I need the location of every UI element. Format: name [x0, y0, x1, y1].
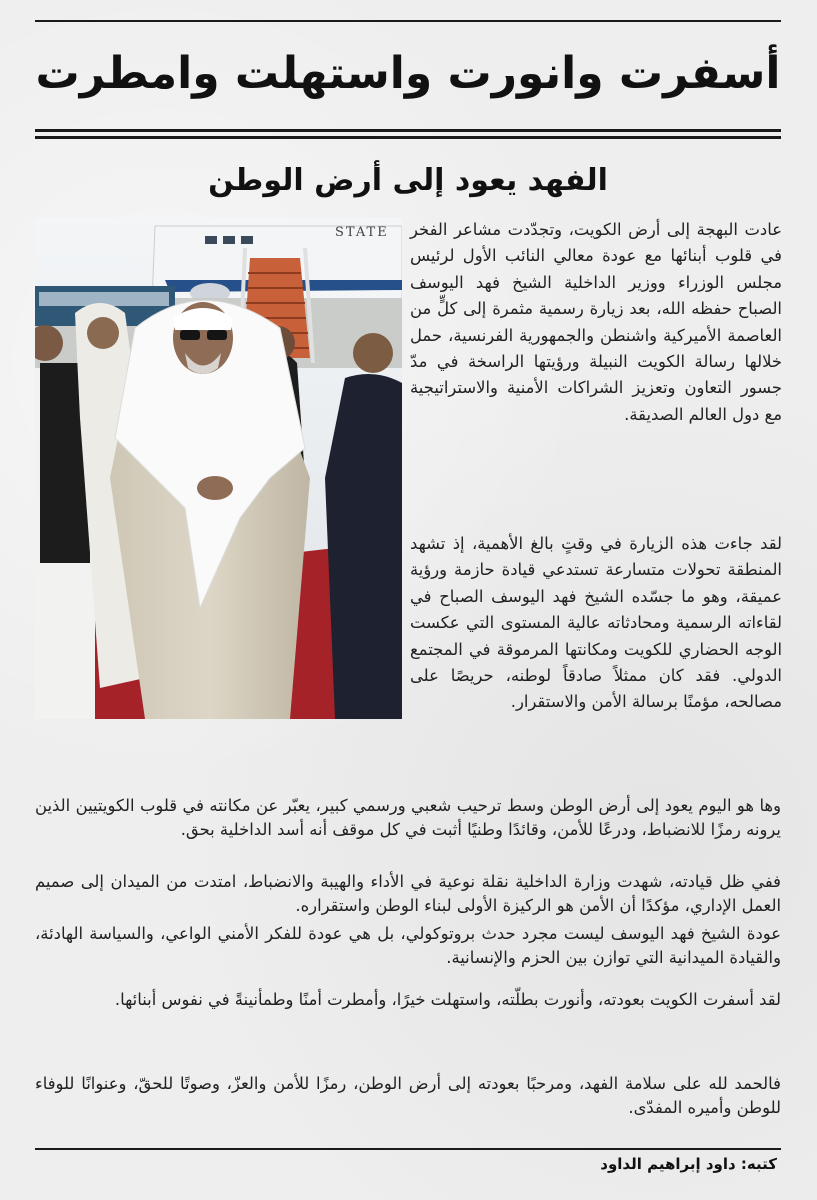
- headline-double-rule-bottom: [35, 136, 781, 139]
- paragraph-return: وها هو اليوم يعود إلى أرض الوطن وسط ترحيب شعبي ورسمي كبير، يعبّر عن مكانته في قلوب الكويتيين الذين يرونه رمزًا للانضباط، ودرعًا للأمن، وقائدًا وطنيًا أثبت في كل موقف أنه أسد الداخلية بحق.: [35, 796, 781, 840]
- plane-label: STATE: [335, 225, 389, 240]
- byline: كتبه: داود إبراهيم الداود: [600, 1155, 777, 1173]
- headline-double-rule-top: [35, 129, 781, 132]
- footer-rule: [35, 1148, 781, 1150]
- main-figure: [110, 301, 310, 720]
- headline: أسفرت وانورت واستهلت وامطرت: [35, 48, 781, 99]
- paragraph-closing: فالحمد لله على سلامة الفهد، ومرحبًا بعودته إلى أرض الوطن، رمزًا للأمن والعزّ، وصوتًا للحقّ، وعنوانًا للوفاء للوطن وأميره المفدّى.: [35, 1074, 781, 1118]
- airport-arrival-illustration: [35, 218, 402, 719]
- top-rule: [35, 20, 781, 22]
- paragraph-visit-importance: لقد جاءت هذه الزيارة في وقتٍ بالغ الأهمية، إذ تشهد المنطقة تحولات متسارعة تستدعي قيادة حازمة ورؤية عميقة، وهو ما جسّده الشيخ فهد اليوسف الصباح في لقاءاته الرسمية ومحادثاته عالية المستوى التي عكست الوجه الحضاري للكويت ومكانتها المرموقة في المجتمع الدولي. فقد كان ممثلاً صادقاً لوطنه، حريصًا على مصالحه، مؤمنًا برسالة الأمن والاستقرار.: [410, 534, 782, 712]
- paragraph-leadership: ففي ظل قيادته، شهدت وزارة الداخلية نقلة نوعية في الأداء والهيبة والانضباط، امتدت من الميدان إلى صميم العمل الإداري، مؤكدًا أن الأمن هو الركيزة الأولى لبناء الوطن واستقراره.: [35, 872, 781, 916]
- paragraph-intro: عادت البهجة إلى أرض الكويت، وتجدّدت مشاعر الفخر في قلوب أبنائها مع عودة معالي النائب الأول لرئيس مجلس الوزراء ووزير الداخلية الشيخ فهد اليوسف الصباح حفظه الله، بعد زيارة رسمية مثمرة إلى كلٍّ من العاصمة الأميركية واشنطن والجمهورية الفرنسية، حمل خلالها رسالة الكويت النبيلة ورؤيتها الراسخة في مدّ جسور التعاون وتعزيز الشراكات الأمنية والاستراتيجية مع دول العالم الصديقة.: [410, 220, 782, 424]
- paragraph-security-vision: عودة الشيخ فهد اليوسف ليست مجرد حدث بروتوكولي، بل هي عودة للفكر الأمني الواعي، والسياسة الهادئة، والقيادة الميدانية التي توازن بين الحزم والإنسانية.: [35, 924, 781, 968]
- paragraph-metaphor: لقد أسفرت الكويت بعودته، وأنورت بطلّته، واستهلت خيرًا، وأمطرت أمنًا وطمأنينةً في نفوس أبنائها.: [114, 990, 781, 1009]
- subheadline: الفهد يعود إلى أرض الوطن: [208, 163, 608, 198]
- article-photo: [35, 218, 402, 719]
